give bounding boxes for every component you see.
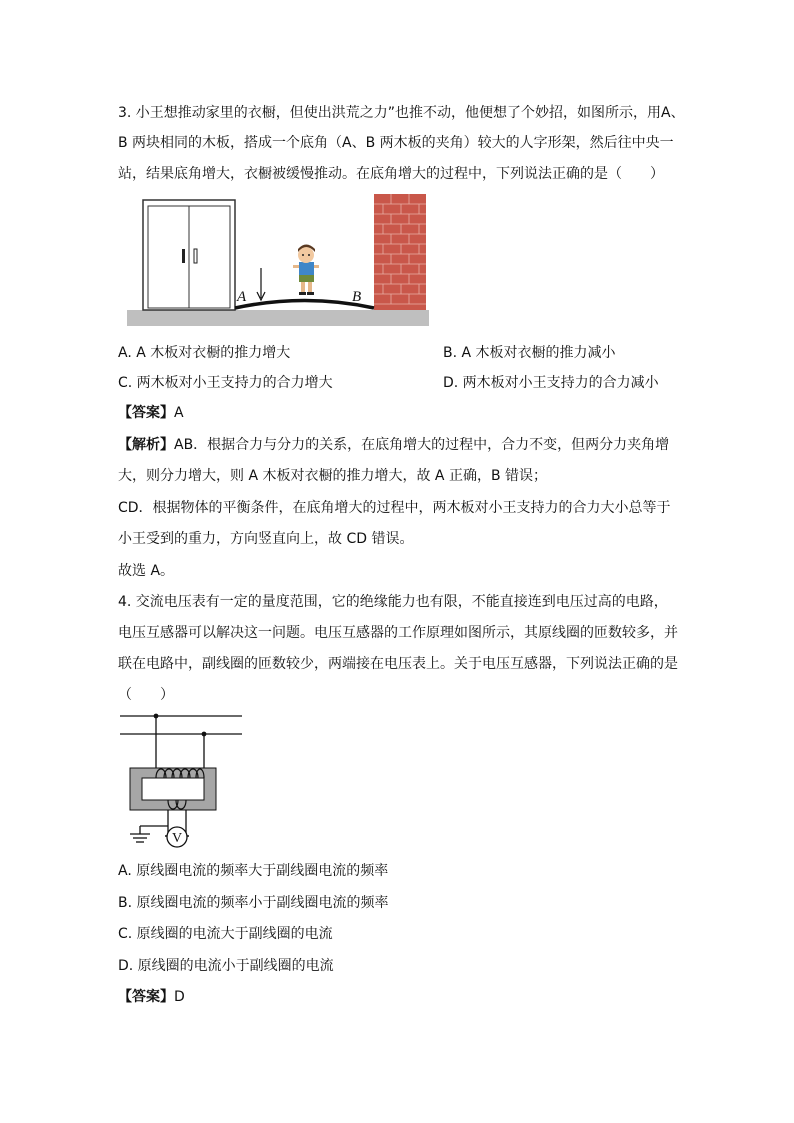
q4-stem-line-3: 联在电路中，副线圈的匝数较少，两端接在电压表上。关于电压互感器，下列说法正确的是 — [118, 656, 678, 672]
q4-answer — [118, 988, 185, 1006]
q3-analysis-line-1 — [118, 436, 669, 454]
q3-analysis-line-3: CD．根据物体的平衡条件，在底角增大的过程中，两木板对小王支持力的合力大小总等于 — [118, 500, 671, 516]
q4-stem-line-4: （ ） — [118, 687, 174, 703]
answer-value: D — [174, 989, 185, 1005]
q4-option-b: B. 原线圈电流的频率小于副线圈电流的频率 — [118, 895, 389, 911]
ground-symbol-icon — [130, 834, 150, 842]
q4-option-a: A. 原线圈电流的频率大于副线圈电流的频率 — [118, 863, 389, 879]
q3-option-a: A. A 木板对衣橱的推力增大 — [118, 345, 291, 361]
q3-analysis-line-2: 大，则分力增大，则 A 木板对衣橱的推力增大，故 A 正确，B 错误； — [118, 468, 548, 484]
q4-stem-line-2: 电压互感器可以解决这一问题。电压互感器的工作原理如图所示，其原线圈的匝数较多，并 — [118, 625, 678, 641]
q3-option-d: D. 两木板对小王支持力的合力减小 — [443, 375, 659, 391]
q3-option-b: B. A 木板对衣橱的推力减小 — [443, 345, 616, 361]
board-a-label: A — [237, 289, 247, 305]
q4-transformer-diagram — [118, 710, 248, 852]
answer-tag: 【答案】 — [118, 405, 174, 421]
q3-stem-line-2: B 两块相同的木板，搭成一个底角（A、B 两木板的夹角）较大的人字形架，然后往中央一 — [118, 135, 674, 151]
q4-stem-line-1: 4. 交流电压表有一定的量度范围，它的绝缘能力也有限，不能直接连到电压过高的电路， — [118, 594, 668, 610]
analysis-tag: 【解析】 — [118, 437, 174, 453]
boy-figure — [293, 245, 319, 296]
q3-figure — [127, 194, 429, 326]
ground — [127, 310, 429, 326]
q4-option-d: D. 原线圈的电流小于副线圈的电流 — [118, 958, 334, 974]
brick-wall — [374, 194, 426, 310]
q3-answer — [118, 404, 184, 422]
board-b-label: B — [352, 289, 362, 305]
q3-analysis-line-5: 故选 A。 — [118, 563, 175, 579]
wardrobe — [143, 200, 235, 310]
q3-option-c: C. 两木板对小王支持力的合力增大 — [118, 375, 333, 391]
answer-value: A — [174, 405, 184, 421]
q3-stem-line-1: 3. 小王想推动家里的衣橱，但使出洪荒之力”也推不动，他便想了个妙招，如图所示，用A、 — [118, 105, 685, 121]
analysis-text: AB．根据合力与分力的关系，在底角增大的过程中，合力不变，但两分力夹角增 — [174, 437, 670, 453]
q4-option-c: C. 原线圈的电流大于副线圈的电流 — [118, 926, 333, 942]
q3-stem-line-3: 站，结果底角增大，衣橱被缓慢推动。在底角增大的过程中，下列说法正确的是（ ） — [118, 166, 664, 182]
down-arrow-icon — [257, 268, 265, 300]
voltmeter-label: V — [172, 831, 183, 846]
answer-tag: 【答案】 — [118, 989, 174, 1005]
q3-analysis-line-4: 小王受到的重力，方向竖直向上，故 CD 错误。 — [118, 531, 414, 547]
